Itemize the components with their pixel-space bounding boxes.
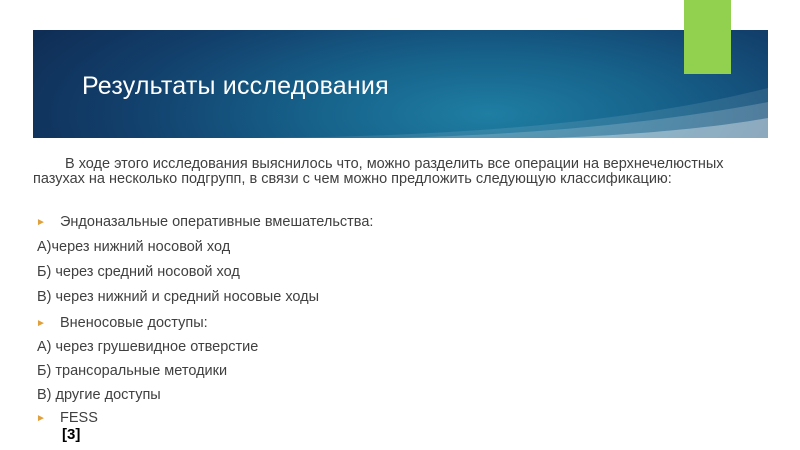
list-item [37, 387, 161, 403]
list-item-text: В) другие доступы [37, 387, 161, 403]
list-item [37, 339, 258, 355]
list-item [37, 363, 227, 379]
list-item-text: Б) трансоральные методики [37, 363, 228, 379]
triangle-bullet-icon: ► [36, 318, 46, 329]
list-item-text: Вненосовые доступы: [60, 315, 208, 331]
intro-text: В ходе этого исследования выяснилось что, можно разделить все операции на верхнечелюстных пазухах на несколько подгрупп, в связи с чем можно предложить следующую классификацию: [33, 156, 724, 187]
list-item-text: FESS [60, 410, 98, 426]
bullet-item [36, 410, 98, 427]
list-item-text: Эндоназальные оперативные вмешательства: [60, 214, 374, 230]
list-item-text: А) через грушевидное отверстие [37, 339, 259, 355]
bullet-item [36, 315, 208, 332]
intro-paragraph [33, 157, 763, 186]
list-item-text: Б) через средний носовой ход [37, 264, 240, 280]
list-item [37, 264, 240, 280]
triangle-bullet-icon: ► [36, 413, 46, 424]
reference-label: [3] [62, 426, 81, 443]
list-item [37, 289, 319, 305]
triangle-bullet-icon: ► [36, 217, 46, 228]
green-accent-bar [684, 0, 731, 74]
bullet-item [36, 214, 373, 231]
list-item [37, 239, 230, 255]
slide-title: Результаты исследования [82, 72, 389, 100]
list-item-text: В) через нижний и средний носовые ходы [37, 289, 320, 305]
list-item-text: А)через нижний носовой ход [37, 239, 231, 255]
